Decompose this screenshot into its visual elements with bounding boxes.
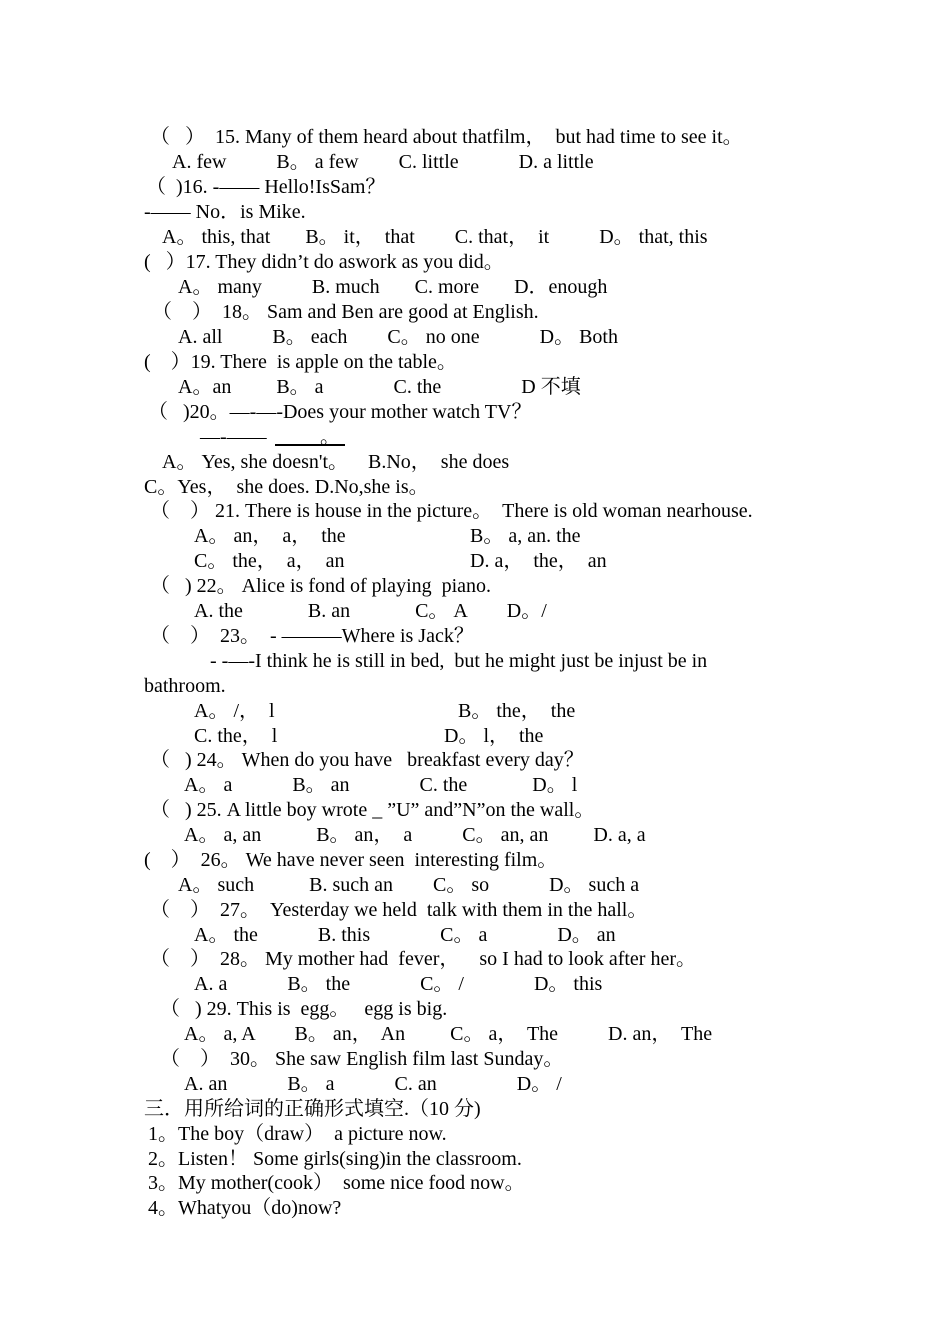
question-21: （ ） 21. There is house in the picture。 There is old woman nearhouse. bbox=[150, 500, 753, 522]
section-3-title: 三．用所给词的正确形式填空.（10 分) bbox=[144, 1098, 481, 1120]
question-23-option-c: C. the， l bbox=[194, 725, 278, 747]
question-30-options: A. an B。 a C. an D。 / bbox=[184, 1073, 562, 1095]
question-23-response-cont: bathroom. bbox=[144, 675, 226, 697]
question-19: ( ）19. There is apple on the table。 bbox=[144, 351, 457, 373]
question-20-options-row1: A。 Yes, she doesn't。 B.No， she does bbox=[162, 451, 510, 473]
question-28-options: A. a B。 the C。 / D。 this bbox=[194, 973, 603, 995]
question-25: （ ) 25. A little boy wrote _ ”U” and”N”on the wall。 bbox=[150, 799, 595, 821]
question-23-option-b: B。 the， the bbox=[458, 700, 576, 722]
question-18: （ ） 18。 Sam and Ben are good at English. bbox=[152, 301, 539, 323]
question-16-options: A。 this, that B。 it， that C. that， it D。 that, this bbox=[162, 226, 708, 248]
question-26-options: A。 such B. such an C。 so D。 such a bbox=[178, 874, 640, 896]
question-23-option-a: A。 /， l bbox=[194, 700, 275, 722]
question-30: （ ） 30。 She saw English film last Sunday。 bbox=[160, 1048, 564, 1070]
question-21-option-c: C。 the， a， an bbox=[194, 550, 345, 572]
question-29-options: A。 a, A B。 an， An C。 a， The D. an， The bbox=[184, 1023, 713, 1045]
section-3-item-3: 3。My mother(cook） some nice food now。 bbox=[148, 1172, 525, 1194]
question-20-blank: 。 bbox=[275, 426, 345, 448]
question-16-response: -—— No．is Mike. bbox=[144, 201, 306, 223]
question-15: （ ） 15. Many of them heard about thatfilm， but had time to see it。 bbox=[150, 126, 743, 148]
question-25-options: A。 a, an B。 an， a C。 an, an D. a, a bbox=[184, 824, 646, 846]
question-23-response: - -—-I think he is still in bed, but he might just be injust be in bbox=[210, 650, 708, 672]
question-23-option-d: D。 l， the bbox=[444, 725, 544, 747]
question-23: （ ） 23。 - ———Where is Jack？ bbox=[150, 625, 474, 647]
question-20: （ )20。—-—-Does your mother watch TV？ bbox=[148, 401, 532, 423]
question-27-options: A。 the B. this C。 a D。 an bbox=[194, 924, 616, 946]
question-17-options: A。 many B. much C. more D．enough bbox=[178, 276, 608, 298]
question-21-option-a: A。 an， a， the bbox=[194, 525, 346, 547]
question-17: ( ）17. They didn’t do aswork as you did。 bbox=[144, 251, 504, 273]
question-21-option-d: D. a， the， an bbox=[470, 550, 607, 572]
question-28: （ ） 28。 My mother had fever， so I had to look after her。 bbox=[150, 948, 696, 970]
question-27: （ ） 27。 Yesterday we held talk with them in the hall。 bbox=[150, 899, 648, 921]
question-22: （ ) 22。 Alice is fond of playing piano. bbox=[150, 575, 492, 597]
question-24: （ ) 24。 When do you have breakfast every day？ bbox=[150, 749, 584, 771]
question-29: （ ) 29. This is egg。 egg is big. bbox=[160, 998, 448, 1020]
question-16: （ )16. -—— Hello!IsSam？ bbox=[146, 176, 386, 198]
question-20-options-row2: C。Yes， she does. D.No,she is。 bbox=[144, 476, 429, 498]
question-26: ( ） 26。 We have never seen interesting film。 bbox=[144, 849, 558, 871]
section-3-item-2: 2。Listen！ Some girls(sing)in the classroom. bbox=[148, 1148, 522, 1170]
question-24-options: A。 a B。 an C. the D。 l bbox=[184, 774, 578, 796]
question-22-options: A. the B. an C。 A D。/ bbox=[194, 600, 547, 622]
section-3-item-1: 1。The boy（draw） a picture now. bbox=[148, 1123, 447, 1145]
question-15-options: A. few B。 a few C. little D. a little bbox=[172, 151, 594, 173]
section-3-item-4: 4。Whatyou（do)now? bbox=[148, 1197, 342, 1219]
question-20-response: —-—— bbox=[200, 426, 272, 448]
question-19-options: A。an B。 a C. the D 不填 bbox=[178, 376, 581, 398]
question-21-option-b: B。 a, an. the bbox=[470, 525, 581, 547]
question-18-options: A. all B。 each C。 no one D。 Both bbox=[178, 326, 618, 348]
